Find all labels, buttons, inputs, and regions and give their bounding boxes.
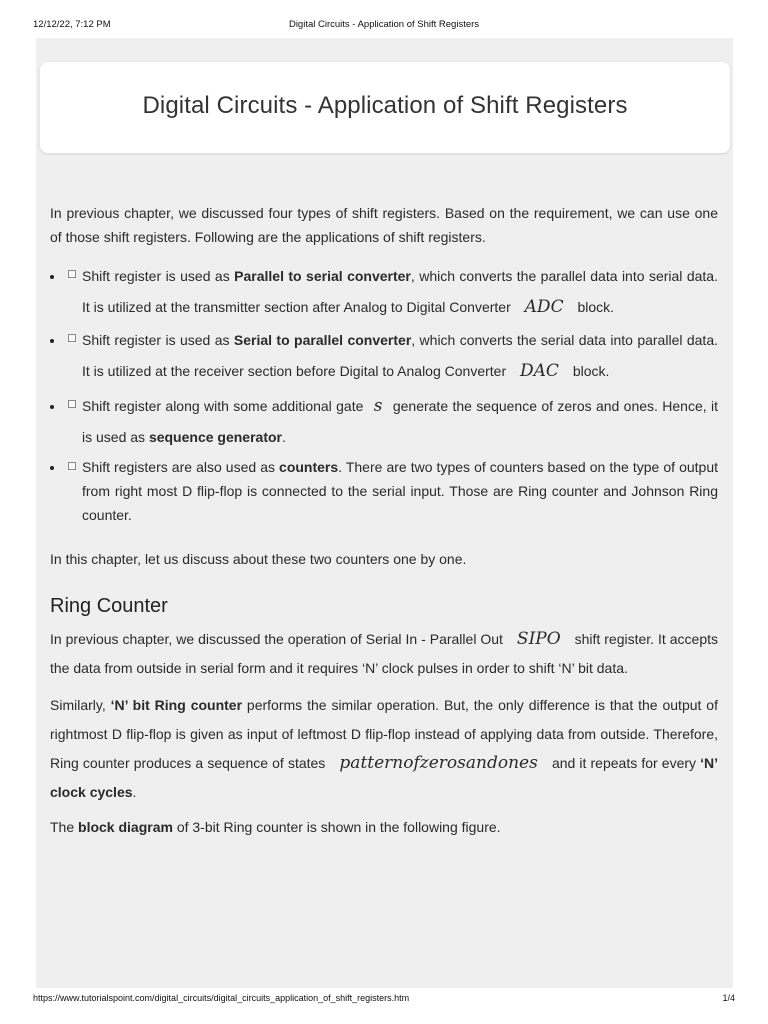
math-adc: ADC <box>524 297 564 317</box>
parallel-to-serial-term: Parallel to serial converter <box>234 268 411 284</box>
math-dac: DAC <box>520 361 559 381</box>
ring-counter-paragraph-2: Similarly, ‘N’ bit Ring counter performs the similar operation. But, the only difference is that the output of rightmost D flip-flop is given as input of leftmost D flip-flop instead of applying data from outside. Therefore, Ring counter produces a sequence of states patternofzerosandones and it repeats for every ‘N’ clock cycles. <box>50 697 719 800</box>
sequence-generator-term: sequence generator <box>148 429 282 445</box>
checkbox-glyph-icon <box>68 270 76 278</box>
math-pattern: patternofzerosandones <box>339 753 538 773</box>
ring-counter-heading: Ring Counter <box>50 595 168 617</box>
ring-counter-paragraph-3: The block diagram of 3-bit Ring counter is shown in the following figure. <box>50 819 501 835</box>
page-number: 1/4 <box>722 993 735 1003</box>
title-card <box>40 62 730 153</box>
checkbox-glyph-icon <box>68 400 76 408</box>
intro-paragraph: In previous chapter, we discussed four types of shift registers. Based on the requirement, we can use one of those shift registers. Following are the applications of shift registers. <box>50 205 718 245</box>
bullet-icon <box>50 405 54 409</box>
applications-list <box>50 261 718 527</box>
ring-counter-paragraph-1: In previous chapter, we discussed the operation of Serial In - Parallel Out SIPO shift register. It accepts the data from outside in serial form and it requires ‘N’ clock pulses in order to shift ‘N’ bit data. <box>50 629 719 676</box>
list-item: Shift registers are also used as counters. There are two types of counters based on the type of output from right most D flip-flop is connected to the serial input. Those are Ring counter and Johnson Ring counter. <box>50 455 718 527</box>
article-content <box>50 201 718 839</box>
print-timestamp: 12/12/22, 7:12 PM <box>33 19 111 30</box>
counters-term: counters <box>279 459 339 475</box>
bullet-icon <box>50 339 54 343</box>
list-item: Shift register along with some additional gate s generate the sequence of zeros and ones. Hence, it is used as sequence generator. <box>50 391 718 453</box>
checkbox-glyph-icon <box>68 334 76 342</box>
bullet-icon <box>50 275 54 279</box>
n-bit-ring-counter-term: ‘N’ bit Ring counter <box>110 697 243 713</box>
chapter-note: In this chapter, let us discuss about these two counters one by one. <box>50 551 467 567</box>
n-clock-cycles-term: ‘N’ clock cycles <box>50 755 719 800</box>
checkbox-glyph-icon <box>68 462 76 470</box>
list-item: Shift register is used as Parallel to serial converter, which converts the parallel data into serial data. It is utilized at the transmitter section after Analog to Digital Converter ADC block. <box>50 261 718 323</box>
page-title: Digital Circuits - Application of Shift Registers <box>142 92 628 119</box>
source-url: https://www.tutorialspoint.com/digital_circuits/digital_circuits_application_of_shift_registers.htm <box>33 993 410 1003</box>
math-sipo: SIPO <box>516 629 561 649</box>
serial-to-parallel-term: Serial to parallel converter <box>233 332 412 348</box>
print-footer <box>33 993 735 1007</box>
list-item: Shift register is used as Serial to parallel converter, which converts the serial data into parallel data. It is utilized at the receiver section before Digital to Analog Converter DAC block. <box>50 325 718 387</box>
print-doc-title: Digital Circuits - Application of Shift Registers <box>288 19 480 30</box>
bullet-icon <box>50 466 54 470</box>
math-s: s <box>373 396 383 416</box>
block-diagram-term: block diagram <box>78 819 173 835</box>
print-header <box>33 19 735 33</box>
